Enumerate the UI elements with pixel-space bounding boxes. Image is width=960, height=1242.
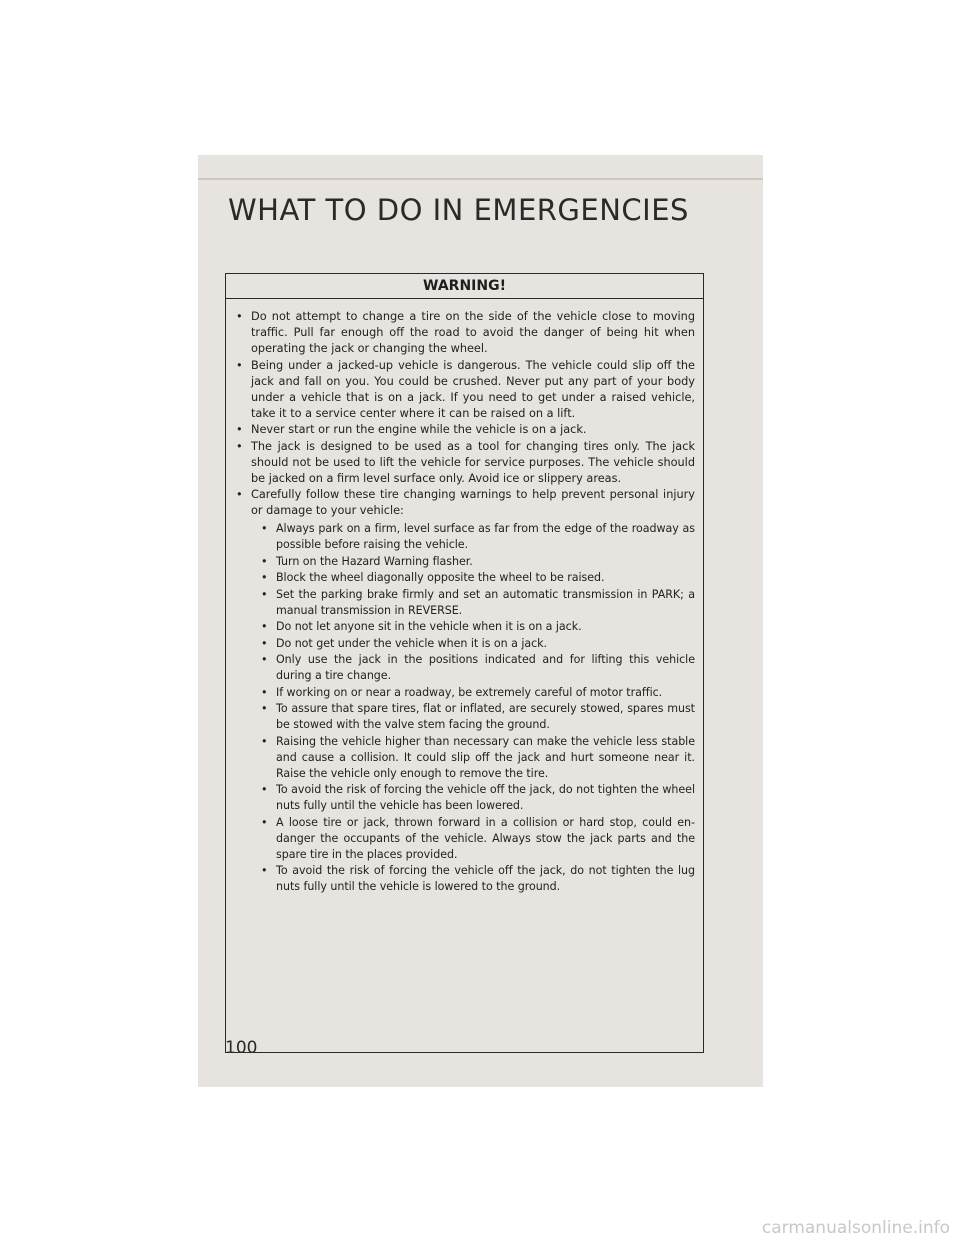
sub-list-item: • If working on or near a roadway, be extremely careful of motor traffic. — [261, 685, 695, 701]
list-item-text: Carefully follow these tire changing warnings to help prevent personal injury or damage to your vehicle: — [251, 488, 695, 517]
warning-list — [226, 299, 703, 895]
sub-list-item: • Do not get under the vehicle when it is on a jack. — [261, 636, 695, 652]
page-number: 100 — [225, 1038, 258, 1058]
warning-title: WARNING! — [226, 274, 703, 299]
sub-list-item: • Always park on a firm, level surface as far from the edge of the roadway as possible before raising the vehicle. — [261, 521, 695, 553]
sub-list-item: • Block the wheel diagonally opposite the wheel to be raised. — [261, 570, 695, 586]
header-rule — [198, 178, 763, 180]
sub-list-item: • Do not let anyone sit in the vehicle when it is on a jack. — [261, 619, 695, 635]
sub-list-item: • Set the parking brake firmly and set an automatic transmission in PARK; a manual transmission in REVERSE. — [261, 587, 695, 619]
warning-box — [225, 273, 704, 1053]
sub-list — [251, 521, 695, 895]
list-item: • Never start or run the engine while the vehicle is on a jack. — [236, 422, 695, 438]
list-item: • Do not attempt to change a tire on the side of the vehicle close to moving traffic. Pull far enough off the road to avoid the danger of being hit when operating the jack or changing the wheel. — [236, 309, 695, 357]
watermark: carmanualsonline.info — [761, 1218, 950, 1238]
sub-list-item: • A loose tire or jack, thrown forward in a collision or hard stop, could en-danger the occupants of the vehicle. Always stow the jack parts and the spare tire in the places provided. — [261, 815, 695, 863]
section-title: WHAT TO DO IN EMERGENCIES — [228, 193, 689, 227]
list-item: • The jack is designed to be used as a tool for changing tires only. The jack should not be used to lift the vehicle for service purposes. The vehicle should be jacked on a firm level surface only. Avoid ice or slippery areas. — [236, 439, 695, 487]
sub-list-item: • To avoid the risk of forcing the vehicle off the jack, do not tighten the lug nuts fully until the vehicle is lowered to the ground. — [261, 863, 695, 895]
list-item: • Being under a jacked-up vehicle is dangerous. The vehicle could slip off the jack and fall on you. You could be crushed. Never put any part of your body under a vehicle that is on a jack. If you need to get under a raised vehicle, take it to a service center where it can be raised on a lift. — [236, 358, 695, 422]
manual-page — [198, 155, 763, 1087]
list-item-with-sublist — [236, 487, 695, 895]
sub-list-item: • To assure that spare tires, flat or inflated, are securely stowed, spares must be stowed with the valve stem facing the ground. — [261, 701, 695, 733]
sub-list-item: • Only use the jack in the positions indicated and for lifting this vehicle during a tire change. — [261, 652, 695, 684]
sub-list-item: • To avoid the risk of forcing the vehicle off the jack, do not tighten the wheel nuts fully until the vehicle has been lowered. — [261, 782, 695, 814]
sub-list-item: • Raising the vehicle higher than necessary can make the vehicle less stable and cause a collision. It could slip off the jack and hurt someone near it. Raise the vehicle only enough to remove the tire. — [261, 734, 695, 782]
sub-list-item: • Turn on the Hazard Warning flasher. — [261, 554, 695, 570]
